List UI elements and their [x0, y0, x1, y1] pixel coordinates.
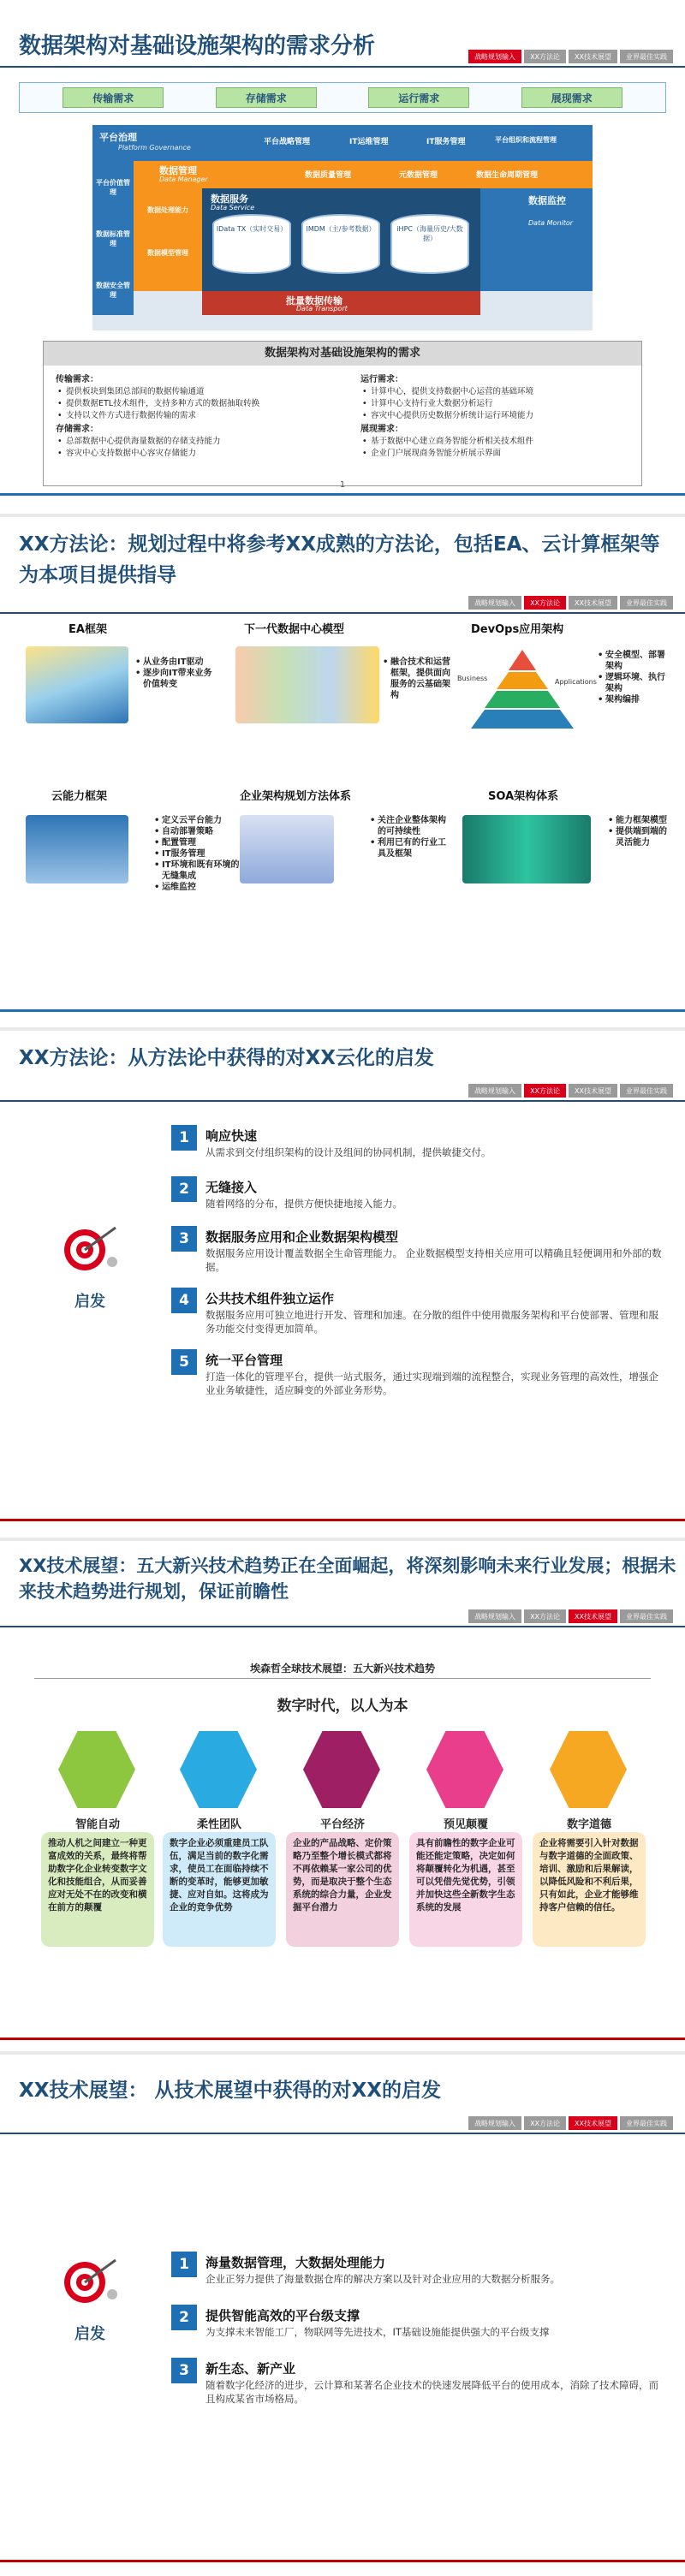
dm-item: 数据生命周期管理 [476, 171, 539, 180]
tab-methodology[interactable]: XX方法论 [524, 596, 566, 610]
framework-point: • 配置管理 [154, 837, 240, 848]
slide-methodology-frameworks [0, 517, 685, 1027]
gov-item: 平台组织和流程管理 [495, 136, 557, 144]
target-icon [56, 2252, 124, 2311]
requirements-left [56, 372, 338, 460]
data-service-layer [202, 188, 480, 291]
platform-governance-layer [92, 125, 593, 161]
trend-name: 平台经济 [319, 1818, 365, 1831]
page-number: 1 [339, 480, 346, 490]
gov-sub: Platform Governance [118, 144, 191, 152]
page-title: XX方法论：从方法论中获得的对XX云化的启发 [19, 1047, 434, 1069]
dmon-sub: Data Monitor [528, 219, 574, 227]
item-number: 1 [171, 2252, 197, 2277]
tab-strategy[interactable]: 战略规划输入 [468, 596, 521, 610]
section-tabs [468, 1609, 673, 1623]
tab-tech-outlook[interactable]: XX技术展望 [569, 596, 617, 610]
footer-bar [0, 2038, 685, 2040]
tab-tech-outlook[interactable]: XX技术展望 [569, 1084, 617, 1098]
era-heading: 数字时代，以人为本 [277, 1698, 408, 1715]
item-desc: 数据服务应用设计覆盖数据全生命管理能力。 企业数据模型支持相关应用可以精确且轻便调用和外部的数据。 [206, 1247, 662, 1273]
tab-strategy[interactable]: 战略规划输入 [468, 2116, 521, 2130]
item-desc: 从需求到交付组织架构的设计及组间的协同机制，提供敏捷交付。 [206, 1146, 491, 1158]
insight-item [171, 1349, 668, 1418]
framework-point: • 关注企业整体架构的可持续性 [370, 815, 447, 837]
framework-ea [26, 624, 231, 761]
insight-item [171, 2305, 668, 2353]
framework-point: • 运维监控 [154, 882, 240, 893]
title-divider [0, 66, 685, 68]
footer-bar [0, 493, 685, 496]
item-number: 2 [171, 2305, 197, 2330]
side-item: 平台价值管理 [96, 179, 130, 196]
trend-text: 具有前瞻性的数字企业可能还能定策略，决定如何将颠覆转化为机遇，甚至可以凭借先觉优势，引领并加快这些全新数字生态系统的发展 [409, 1832, 522, 1947]
item-desc: 随着数字化经济的进步，云计算和某著名企业技术的快速发展降低平台的使用成本，消除了技术障碍，而且构成某省市场格局。 [206, 2379, 658, 2405]
database-cylinder: iHPC（海量历史/大数据） [390, 214, 469, 274]
framework-point: • 架构编排 [598, 694, 666, 705]
subtitle-rule [34, 1678, 651, 1679]
page-title: 数据架构对基础设施架构的需求分析 [19, 33, 376, 59]
side-item: 数据标准管理 [96, 230, 130, 247]
item-desc: 数据服务应用可独立地进行开发、管理和加速。在分散的组件中使用微服务架构和平台使部署、管理和服务功能交付变得更加简单。 [206, 1309, 658, 1335]
insight-item [171, 1288, 668, 1347]
tab-strategy[interactable]: 战略规划输入 [468, 50, 521, 63]
cloud-capability-icon [26, 815, 128, 883]
item-heading: 响应快速 [206, 1128, 258, 1144]
item-heading: 提供智能高效的平台级支撑 [206, 2308, 360, 2323]
team-drop-icon [180, 1731, 257, 1808]
slide-tech-insights [0, 2055, 685, 2576]
tab-methodology[interactable]: XX方法论 [524, 1609, 566, 1623]
database-cylinder: IMDM（主/参考数据） [301, 214, 380, 274]
target-icon [56, 1219, 124, 1279]
item-desc: 为支撑未来智能工厂，物联网等先进技术，IT基础设施能提供强大的平台级支撑 [206, 2326, 550, 2338]
dt-sub: Data Transport [296, 305, 348, 312]
slide-methodology-insights [0, 1031, 685, 1538]
trend-name: 预见颠覆 [443, 1818, 488, 1831]
data-capability-column [134, 188, 202, 291]
section-tabs [468, 596, 673, 610]
dmon-label: 数据监控 [528, 195, 566, 206]
item-heading: 统一平台管理 [206, 1353, 283, 1368]
data-monitor-layer [480, 188, 593, 291]
framework-devops [454, 624, 668, 761]
needs-bar [19, 82, 666, 113]
shield-icon [550, 1731, 627, 1808]
tab-methodology[interactable]: XX方法论 [524, 50, 566, 63]
data-transport-layer [202, 291, 480, 315]
page-title: XX技术展望：五大新兴技术趋势正在全面崛起，将深刻影响未来行业发展；根据未来技术趋势进行规划，保证前瞻性 [19, 1556, 676, 1602]
dm-label: 数据管理 [159, 165, 197, 176]
item-desc: 随着网络的分布，提供方便快捷地接入能力。 [206, 1198, 402, 1210]
side-management-column [92, 161, 134, 315]
framework-point: • 自动部署策略 [154, 826, 240, 837]
dm-sub: Data Manager [159, 176, 208, 183]
insight-list [171, 2252, 668, 2440]
tab-tech-outlook[interactable]: XX技术展望 [569, 50, 617, 63]
item-heading: 无缝接入 [206, 1180, 258, 1195]
framework-name: 企业架构规划方法体系 [240, 790, 352, 803]
framework-point: • 融合技术和运营框架，提供面向服务的云基础架构 [383, 657, 451, 701]
tab-methodology[interactable]: XX方法论 [524, 1084, 566, 1098]
title-divider [0, 1100, 685, 1102]
insight-item [171, 1125, 668, 1176]
req-item: • 提供板块到集团总部间的数据传输通道 [56, 386, 338, 398]
framework-point: • IT服务管理 [154, 848, 240, 860]
pyramid-label: Applications [555, 678, 597, 686]
tab-best-practice[interactable]: 业界最佳实践 [620, 1084, 673, 1098]
insight-item [171, 2252, 668, 2299]
item-heading: 数据服务应用和企业数据架构模型 [206, 1229, 399, 1245]
dm-item: 元数据管理 [399, 171, 438, 180]
database-cylinder: IData TX（实时交易） [212, 214, 291, 274]
tab-best-practice[interactable]: 业界最佳实践 [620, 50, 673, 63]
gov-item: IT运维管理 [349, 138, 389, 146]
item-heading: 海量数据管理，大数据处理能力 [206, 2255, 386, 2270]
insight-item [171, 1226, 668, 1286]
footer-bar [0, 1009, 685, 1012]
framework-point: • 能力框架模型 [608, 815, 673, 826]
pyramid-icon [454, 646, 597, 732]
ds-sub: Data Service [211, 204, 255, 211]
requirements-box [43, 341, 642, 486]
gov-label: 平台治理 [99, 132, 137, 143]
section-tabs [468, 50, 673, 63]
framework-ndc [235, 624, 450, 761]
tab-best-practice[interactable]: 业界最佳实践 [620, 1609, 673, 1623]
req-item: • 提供数据ETL技术组件，支持多种方式的数据抽取转换 [56, 398, 338, 410]
slide-infrastructure-needs [0, 0, 685, 514]
framework-point: • 从业务由IT驱动 [135, 657, 212, 668]
req-item: • 企业门户展现商务智能分析展示界面 [360, 448, 643, 460]
req-item: • 容灾中心支持数据中心容灾存储能力 [56, 448, 338, 460]
framework-enterprise-architecture [240, 791, 454, 945]
footer-bar [0, 1519, 685, 1521]
framework-soa [462, 791, 676, 945]
framework-point: • 逐步向IT带来业务价值转变 [135, 668, 212, 690]
item-desc: 企业正努力提供了海量数据仓库的解决方案以及针对企业应用的大数据分析服务。 [206, 2273, 560, 2285]
gov-item: IT服务管理 [426, 138, 466, 146]
slide-tech-trends [0, 1541, 685, 2051]
item-number: 5 [171, 1349, 197, 1375]
req-item: • 计算中心支持行业大数据分析运行 [360, 398, 643, 410]
section-tabs [468, 1084, 673, 1098]
req-heading: 展现需求： [360, 425, 403, 434]
need-display: 展现需求 [521, 87, 622, 108]
framework-name: 云能力框架 [51, 790, 108, 803]
page-title: XX技术展望： 从技术展望中获得的对XX的启发 [19, 2079, 441, 2102]
footer-bar [0, 2560, 685, 2562]
side-item: 数据安全管理 [96, 282, 130, 299]
title-divider [0, 612, 685, 614]
framework-point: • 提供端到端的灵活能力 [608, 826, 673, 848]
enterprise-architecture-icon [240, 815, 334, 883]
tab-strategy[interactable]: 战略规划输入 [468, 1084, 521, 1098]
insight-list [171, 1125, 668, 1433]
section-tabs [468, 2116, 673, 2130]
insight-graphic [51, 2252, 128, 2344]
ea-diagram-icon [26, 646, 128, 723]
item-heading: 公共技术组件独立运作 [206, 1291, 335, 1306]
trend-text: 企业的产品战略、定价策略乃至整个增长模式都将不再依赖某一家公司的优势，而是取决于整个生态系统的综合力量，企业发掘平台潜力 [286, 1832, 399, 1947]
requirements-title: 数据架构对基础设施架构的需求 [44, 342, 641, 366]
tab-strategy[interactable]: 战略规划输入 [468, 1609, 521, 1623]
item-number: 3 [171, 1226, 197, 1252]
item-number: 4 [171, 1288, 197, 1313]
need-storage: 存储需求 [216, 87, 317, 108]
req-item: • 支持以文件方式进行数据传输的需求 [56, 410, 338, 422]
requirements-right [360, 372, 643, 460]
item-number: 3 [171, 2358, 197, 2383]
framework-name: EA框架 [68, 623, 107, 636]
dt-batch: 批量数据传输 [286, 295, 342, 306]
dmgr-item: 数据处理能力 [147, 206, 188, 214]
req-item: • 容灾中心提供历史数据分析统计运行环境能力 [360, 410, 643, 422]
framework-point: • 利用已有的行业工具及框架 [370, 837, 447, 860]
trends-subtitle: 埃森哲全球技术展望：五大新兴技术趋势 [249, 1663, 435, 1675]
insight-label: 启发 [74, 2325, 105, 2343]
tab-tech-outlook[interactable]: XX技术展望 [569, 2116, 617, 2130]
pinwheel-icon [426, 1731, 503, 1808]
page-title: XX方法论：规划过程中将参考XX成熟的方法论，包括EA、云计算框架等为本项目提供指导 [19, 533, 660, 586]
trend-text: 推动人机之间建立一种更富成效的关系，最终将帮助数字化企业转变数字文化和技能组合，从而妥善应对无处不在的改变和横在前方的颠覆 [41, 1832, 154, 1947]
insight-graphic [51, 1219, 128, 1312]
req-heading: 运行需求： [360, 375, 403, 384]
dm-item: 数据质量管理 [305, 171, 352, 180]
trend-text: 数字企业必须重建员工队伍，满足当前的数字化需求，使员工在面临持续不断的变革时，能够更加敏捷、应对自如。这将成为企业的竞争优势 [163, 1832, 276, 1947]
title-divider [0, 1626, 685, 1627]
req-item: • 基于数据中心建立商务智能分析相关技术组件 [360, 436, 643, 448]
framework-name: DevOps应用架构 [471, 623, 564, 636]
framework-name: 下一代数据中心模型 [244, 623, 345, 636]
req-heading: 存储需求： [56, 425, 98, 434]
tab-methodology[interactable]: XX方法论 [524, 2116, 566, 2130]
trend-name: 智能自动 [74, 1818, 120, 1831]
need-runtime: 运行需求 [368, 87, 469, 108]
item-number: 2 [171, 1176, 197, 1202]
gov-item: 平台战略管理 [264, 138, 311, 146]
tab-best-practice[interactable]: 业界最佳实践 [620, 2116, 673, 2130]
framework-name: SOA架构体系 [488, 790, 559, 803]
trend-name: 柔性团队 [196, 1818, 241, 1831]
framework-point: • IT环境和既有环境的无缝集成 [154, 860, 240, 882]
dmgr-item: 数据模型管理 [147, 249, 188, 257]
insight-label: 启发 [74, 1293, 105, 1311]
trend-text: 企业将需要引入针对数据与数字道德的全面政策、培训、激励和后果解读，以降低风险和不利后果，只有如此，企业才能够维持客户信赖的信任。 [533, 1832, 646, 1947]
ndc-diagram-icon [235, 646, 379, 723]
item-number: 1 [171, 1125, 197, 1151]
insight-item [171, 1176, 668, 1228]
ds-label: 数据服务 [211, 193, 248, 205]
framework-point: • 逻辑环境、执行架构 [598, 672, 666, 694]
framework-point: • 安全模型、部署架构 [598, 650, 666, 672]
item-heading: 新生态、新产业 [206, 2361, 296, 2377]
framework-point: • 定义云平台能力 [154, 815, 240, 826]
tab-tech-outlook[interactable]: XX技术展望 [569, 1609, 617, 1623]
architecture-diagram [92, 125, 593, 330]
data-manager-layer [134, 161, 593, 188]
insight-item [171, 2358, 668, 2418]
req-item: • 总部数据中心提供海量数据的存储支持能力 [56, 436, 338, 448]
req-heading: 传输需求： [56, 375, 98, 384]
item-desc: 打造一体化的管理平台，提供一站式服务，通过实现端到端的流程整合，实现业务管理的高效性，增强企业业务敏捷性，适应瞬变的外部业务形势。 [206, 1371, 658, 1396]
need-transport: 传输需求 [63, 87, 164, 108]
req-item: • 计算中心，提供支持数据中心运营的基础环境 [360, 386, 643, 398]
pyramid-label: Business [457, 675, 488, 682]
trend-name: 数字道德 [566, 1818, 611, 1831]
framework-cloud-capability [26, 790, 240, 945]
network-icon [303, 1731, 380, 1808]
soa-diagram-icon [462, 815, 591, 883]
brain-icon [58, 1731, 135, 1808]
title-divider [0, 2133, 685, 2134]
tab-best-practice[interactable]: 业界最佳实践 [620, 596, 673, 610]
